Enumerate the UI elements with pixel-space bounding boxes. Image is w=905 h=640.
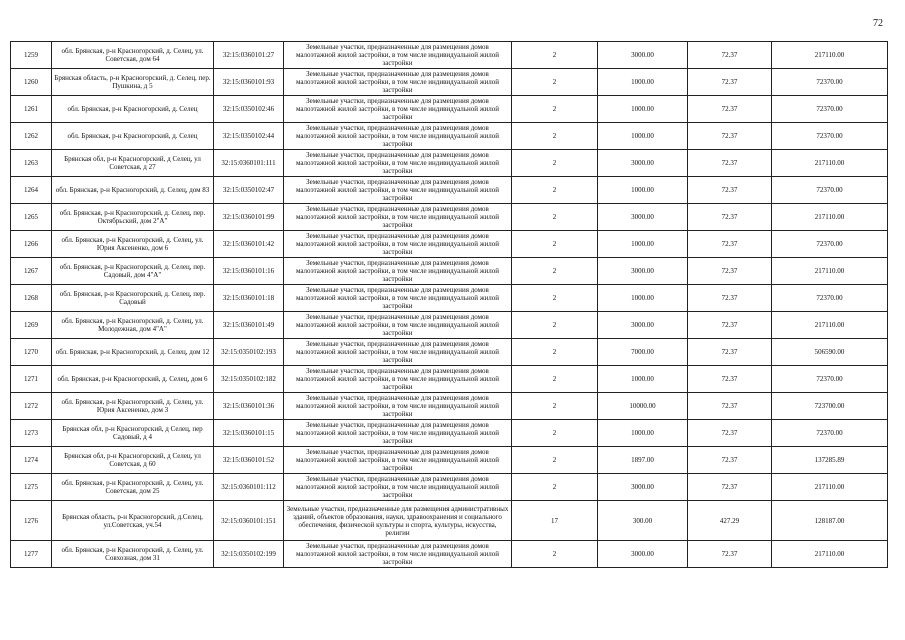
permitted-use-cell: Земельные участки, предназначенные для размещения домов малоэтажной жилой застройки, в том числе индивидуальной жилой застройки xyxy=(284,541,512,568)
cadastral-number-cell: 32:15:0360101:18 xyxy=(214,285,284,312)
row-number: 1273 xyxy=(11,420,52,447)
area-cell: 3000.00 xyxy=(598,150,688,177)
permitted-use-cell: Земельные участки, предназначенные для размещения домов малоэтажной жилой застройки, в том числе индивидуальной жилой застройки xyxy=(284,258,512,285)
area-cell: 3000.00 xyxy=(598,541,688,568)
table-row xyxy=(11,69,888,96)
row-number: 1265 xyxy=(11,204,52,231)
table-row xyxy=(11,447,888,474)
permitted-use-cell: Земельные участки, предназначенные для размещения домов малоэтажной жилой застройки, в том числе индивидуальной жилой застройки xyxy=(284,285,512,312)
specific-value-cell: 72.37 xyxy=(688,366,772,393)
permitted-use-cell: Земельные участки, предназначенные для размещения домов малоэтажной жилой застройки, в том числе индивидуальной жилой застройки xyxy=(284,177,512,204)
specific-value-cell: 427.29 xyxy=(688,501,772,541)
permitted-use-cell: Земельные участки, предназначенные для размещения административных зданий, объектов образования, науки, здравоохранения и социального обеспечения, физической культуры и спорта, культуры, искусства, религии xyxy=(284,501,512,541)
row-number: 1276 xyxy=(11,501,52,541)
permitted-use-cell: Земельные участки, предназначенные для размещения домов малоэтажной жилой застройки, в том числе индивидуальной жилой застройки xyxy=(284,366,512,393)
area-cell: 1000.00 xyxy=(598,420,688,447)
row-number: 1267 xyxy=(11,258,52,285)
permitted-use-cell: Земельные участки, предназначенные для размещения домов малоэтажной жилой застройки, в том числе индивидуальной жилой застройки xyxy=(284,204,512,231)
cadastral-value-cell: 137285.89 xyxy=(772,447,888,474)
address-cell: обл. Брянская, р-н Красногорский, д. Селец, ул. Юрия Аксененко, дом 6 xyxy=(52,231,214,258)
row-number: 1268 xyxy=(11,285,52,312)
specific-value-cell: 72.37 xyxy=(688,474,772,501)
use-group-cell: 2 xyxy=(512,339,598,366)
area-cell: 1000.00 xyxy=(598,177,688,204)
row-number: 1262 xyxy=(11,123,52,150)
row-number: 1274 xyxy=(11,447,52,474)
table-body xyxy=(11,42,888,568)
table-row xyxy=(11,474,888,501)
area-cell: 3000.00 xyxy=(598,258,688,285)
permitted-use-cell: Земельные участки, предназначенные для размещения домов малоэтажной жилой застройки, в том числе индивидуальной жилой застройки xyxy=(284,447,512,474)
cadastral-number-cell: 32:15:0360101:27 xyxy=(214,42,284,69)
address-cell: Брянская область, р-н Красногорский, д. Селец, пер. Пушкина, д 5 xyxy=(52,69,214,96)
cadastral-value-cell: 72370.00 xyxy=(772,96,888,123)
cadastral-number-cell: 32:15:0350102:44 xyxy=(214,123,284,150)
cadastral-value-cell: 72370.00 xyxy=(772,69,888,96)
specific-value-cell: 72.37 xyxy=(688,447,772,474)
specific-value-cell: 72.37 xyxy=(688,42,772,69)
cadastral-number-cell: 32:15:0360101:112 xyxy=(214,474,284,501)
cadastral-value-cell: 217110.00 xyxy=(772,258,888,285)
use-group-cell: 2 xyxy=(512,420,598,447)
address-cell: обл. Брянская, р-н Красногорский, д. Селец xyxy=(52,123,214,150)
area-cell: 1000.00 xyxy=(598,96,688,123)
table-row xyxy=(11,177,888,204)
table-row xyxy=(11,150,888,177)
cadastral-number-cell: 32:15:0350102:47 xyxy=(214,177,284,204)
use-group-cell: 2 xyxy=(512,393,598,420)
cadastral-value-cell: 72370.00 xyxy=(772,231,888,258)
use-group-cell: 2 xyxy=(512,69,598,96)
cadastral-value-cell: 72370.00 xyxy=(772,285,888,312)
table-row xyxy=(11,339,888,366)
permitted-use-cell: Земельные участки, предназначенные для размещения домов малоэтажной жилой застройки, в том числе индивидуальной жилой застройки xyxy=(284,96,512,123)
land-registry-table xyxy=(10,41,888,568)
specific-value-cell: 72.37 xyxy=(688,123,772,150)
row-number: 1275 xyxy=(11,474,52,501)
cadastral-value-cell: 506590.00 xyxy=(772,339,888,366)
area-cell: 3000.00 xyxy=(598,474,688,501)
specific-value-cell: 72.37 xyxy=(688,339,772,366)
use-group-cell: 2 xyxy=(512,258,598,285)
permitted-use-cell: Земельные участки, предназначенные для размещения домов малоэтажной жилой застройки, в том числе индивидуальной жилой застройки xyxy=(284,339,512,366)
table-row xyxy=(11,96,888,123)
address-cell: обл. Брянская, р-н Красногорский, д. Селец xyxy=(52,96,214,123)
cadastral-number-cell: 32:15:0350102:182 xyxy=(214,366,284,393)
address-cell: обл. Брянская, р-н Красногорский, д. Селец, ул. Молодежная, дом 4"А" xyxy=(52,312,214,339)
specific-value-cell: 72.37 xyxy=(688,312,772,339)
area-cell: 300.00 xyxy=(598,501,688,541)
table-row xyxy=(11,312,888,339)
use-group-cell: 2 xyxy=(512,231,598,258)
use-group-cell: 2 xyxy=(512,150,598,177)
cadastral-number-cell: 32:15:0360101:52 xyxy=(214,447,284,474)
row-number: 1277 xyxy=(11,541,52,568)
use-group-cell: 2 xyxy=(512,123,598,150)
table-row xyxy=(11,231,888,258)
cadastral-number-cell: 32:15:0360101:36 xyxy=(214,393,284,420)
cadastral-number-cell: 32:15:0350102:193 xyxy=(214,339,284,366)
permitted-use-cell: Земельные участки, предназначенные для размещения домов малоэтажной жилой застройки, в том числе индивидуальной жилой застройки xyxy=(284,42,512,69)
area-cell: 1000.00 xyxy=(598,69,688,96)
use-group-cell: 2 xyxy=(512,366,598,393)
cadastral-number-cell: 32:15:0360101:15 xyxy=(214,420,284,447)
use-group-cell: 2 xyxy=(512,312,598,339)
cadastral-value-cell: 723700.00 xyxy=(772,393,888,420)
row-number: 1269 xyxy=(11,312,52,339)
permitted-use-cell: Земельные участки, предназначенные для размещения домов малоэтажной жилой застройки, в том числе индивидуальной жилой застройки xyxy=(284,69,512,96)
cadastral-number-cell: 32:15:0360101:99 xyxy=(214,204,284,231)
permitted-use-cell: Земельные участки, предназначенные для размещения домов малоэтажной жилой застройки, в том числе индивидуальной жилой застройки xyxy=(284,150,512,177)
cadastral-value-cell: 217110.00 xyxy=(772,150,888,177)
permitted-use-cell: Земельные участки, предназначенные для размещения домов малоэтажной жилой застройки, в том числе индивидуальной жилой застройки xyxy=(284,420,512,447)
address-cell: обл. Брянская, р-н Красногорский, д. Селец, дом 83 xyxy=(52,177,214,204)
area-cell: 1000.00 xyxy=(598,123,688,150)
page-number: 72 xyxy=(873,18,883,29)
specific-value-cell: 72.37 xyxy=(688,258,772,285)
table-row xyxy=(11,501,888,541)
row-number: 1272 xyxy=(11,393,52,420)
permitted-use-cell: Земельные участки, предназначенные для размещения домов малоэтажной жилой застройки, в том числе индивидуальной жилой застройки xyxy=(284,393,512,420)
table-row xyxy=(11,366,888,393)
area-cell: 10000.00 xyxy=(598,393,688,420)
address-cell: обл. Брянская, р-н Красногорский, д. Селец, ул. Советская, дом 25 xyxy=(52,474,214,501)
address-cell: обл. Брянская, р-н Красногорский, д. Селец, ул. Советская, дом 64 xyxy=(52,42,214,69)
address-cell: обл. Брянская, р-н Красногорский, д. Селец, ул. Юрия Аксененко, дом 3 xyxy=(52,393,214,420)
address-cell: обл. Брянская, р-н Красногорский, д. Селец, ул. Совхозная, дом 31 xyxy=(52,541,214,568)
cadastral-value-cell: 128187.00 xyxy=(772,501,888,541)
address-cell: Брянская обл, р-н Красногорский, д Селец, ул Советская, д 60 xyxy=(52,447,214,474)
address-cell: обл. Брянская, р-н Красногорский, д. Селец, пер. Октябрьский, дом 2"А" xyxy=(52,204,214,231)
use-group-cell: 2 xyxy=(512,204,598,231)
area-cell: 1000.00 xyxy=(598,231,688,258)
use-group-cell: 2 xyxy=(512,96,598,123)
specific-value-cell: 72.37 xyxy=(688,285,772,312)
specific-value-cell: 72.37 xyxy=(688,541,772,568)
specific-value-cell: 72.37 xyxy=(688,69,772,96)
row-number: 1260 xyxy=(11,69,52,96)
specific-value-cell: 72.37 xyxy=(688,96,772,123)
cadastral-number-cell: 32:15:0350102:199 xyxy=(214,541,284,568)
row-number: 1266 xyxy=(11,231,52,258)
row-number: 1271 xyxy=(11,366,52,393)
table-row xyxy=(11,42,888,69)
row-number: 1264 xyxy=(11,177,52,204)
cadastral-number-cell: 32:15:0360101:16 xyxy=(214,258,284,285)
address-cell: Брянская обл, р-н Красногорский, д Селец, ул Советская, д 27 xyxy=(52,150,214,177)
area-cell: 3000.00 xyxy=(598,42,688,69)
cadastral-value-cell: 72370.00 xyxy=(772,420,888,447)
table-row xyxy=(11,541,888,568)
specific-value-cell: 72.37 xyxy=(688,231,772,258)
table-row xyxy=(11,393,888,420)
address-cell: обл. Брянская, р-н Красногорский, д. Селец, дом 6 xyxy=(52,366,214,393)
cadastral-value-cell: 72370.00 xyxy=(772,177,888,204)
address-cell: обл. Брянская, р-н Красногорский, д. Селец, пер. Садовый xyxy=(52,285,214,312)
use-group-cell: 2 xyxy=(512,541,598,568)
specific-value-cell: 72.37 xyxy=(688,177,772,204)
use-group-cell: 17 xyxy=(512,501,598,541)
cadastral-value-cell: 72370.00 xyxy=(772,123,888,150)
permitted-use-cell: Земельные участки, предназначенные для размещения домов малоэтажной жилой застройки, в том числе индивидуальной жилой застройки xyxy=(284,474,512,501)
cadastral-value-cell: 217110.00 xyxy=(772,541,888,568)
address-cell: обл. Брянская, р-н Красногорский, д. Селец, пер. Садовый, дом 4"А" xyxy=(52,258,214,285)
cadastral-number-cell: 32:15:0360101:49 xyxy=(214,312,284,339)
table-row xyxy=(11,258,888,285)
permitted-use-cell: Земельные участки, предназначенные для размещения домов малоэтажной жилой застройки, в том числе индивидуальной жилой застройки xyxy=(284,123,512,150)
cadastral-number-cell: 32:15:0360101:93 xyxy=(214,69,284,96)
use-group-cell: 2 xyxy=(512,42,598,69)
row-number: 1270 xyxy=(11,339,52,366)
cadastral-value-cell: 217110.00 xyxy=(772,312,888,339)
cadastral-value-cell: 72370.00 xyxy=(772,366,888,393)
address-cell: обл. Брянская, р-н Красногорский, д. Селец, дом 12 xyxy=(52,339,214,366)
cadastral-number-cell: 32:15:0360101:111 xyxy=(214,150,284,177)
cadastral-value-cell: 217110.00 xyxy=(772,474,888,501)
cadastral-number-cell: 32:15:0350102:46 xyxy=(214,96,284,123)
row-number: 1259 xyxy=(11,42,52,69)
permitted-use-cell: Земельные участки, предназначенные для размещения домов малоэтажной жилой застройки, в том числе индивидуальной жилой застройки xyxy=(284,312,512,339)
cadastral-value-cell: 217110.00 xyxy=(772,204,888,231)
use-group-cell: 2 xyxy=(512,177,598,204)
area-cell: 3000.00 xyxy=(598,312,688,339)
cadastral-value-cell: 217110.00 xyxy=(772,42,888,69)
row-number: 1263 xyxy=(11,150,52,177)
specific-value-cell: 72.37 xyxy=(688,150,772,177)
permitted-use-cell: Земельные участки, предназначенные для размещения домов малоэтажной жилой застройки, в том числе индивидуальной жилой застройки xyxy=(284,231,512,258)
area-cell: 1000.00 xyxy=(598,366,688,393)
use-group-cell: 2 xyxy=(512,447,598,474)
table-row xyxy=(11,420,888,447)
table-row xyxy=(11,204,888,231)
table-row xyxy=(11,285,888,312)
cadastral-number-cell: 32:15:0360101:151 xyxy=(214,501,284,541)
specific-value-cell: 72.37 xyxy=(688,420,772,447)
area-cell: 1000.00 xyxy=(598,285,688,312)
address-cell: Брянская область, р-н Красногорский, д.Селец, ул.Советская, уч.54 xyxy=(52,501,214,541)
table-row xyxy=(11,123,888,150)
cadastral-number-cell: 32:15:0360101:42 xyxy=(214,231,284,258)
use-group-cell: 2 xyxy=(512,474,598,501)
use-group-cell: 2 xyxy=(512,285,598,312)
specific-value-cell: 72.37 xyxy=(688,204,772,231)
area-cell: 1897.00 xyxy=(598,447,688,474)
row-number: 1261 xyxy=(11,96,52,123)
address-cell: Брянская обл, р-н Красногорский, д Селец, пер Садовый, д 4 xyxy=(52,420,214,447)
area-cell: 3000.00 xyxy=(598,204,688,231)
specific-value-cell: 72.37 xyxy=(688,393,772,420)
area-cell: 7000.00 xyxy=(598,339,688,366)
